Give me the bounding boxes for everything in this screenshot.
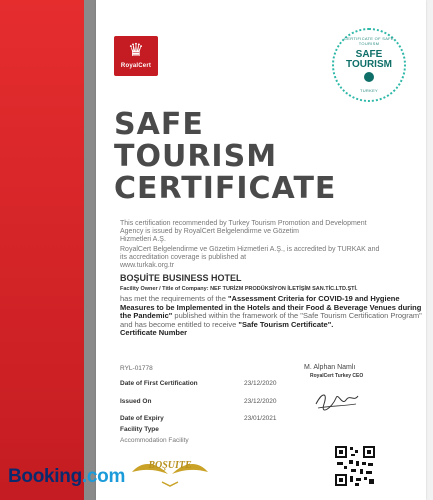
expiry-value: 23/01/2021	[244, 415, 277, 422]
req-text-2: published within the framework of the "Safe Tourism Certification Program" and has become entitled to receive	[120, 311, 422, 329]
requirements-text	[120, 295, 422, 338]
title-line-3: CERTIFICATE	[114, 171, 337, 206]
bosuite-logo	[128, 452, 212, 490]
cert-number: RYL-01778	[120, 365, 153, 372]
expiry-label: Date of Expiry	[120, 415, 164, 422]
title-line-2: TOURISM	[114, 139, 278, 174]
seal-emblem-icon	[364, 72, 374, 82]
booking-watermark-a: Booking	[8, 466, 82, 487]
facility-type-value: Accommodation Facility	[120, 437, 189, 444]
royalcert-logo-text: RoyalCert	[120, 63, 152, 69]
accreditation-line-2: its accreditation coverage is published at	[120, 254, 247, 261]
owner-label: Facility Owner / Title of Company:	[120, 286, 209, 292]
ceo-title: RoyalCert Turkey CEO	[310, 373, 364, 379]
title-line-1: SAFE	[114, 107, 204, 142]
hotel-name: BOŞUİTE BUSINESS HOTEL	[120, 273, 242, 283]
qr-code	[334, 445, 376, 487]
cert-number-label: Certificate Number	[120, 328, 188, 337]
req-certificate: "Safe Tourism Certificate".	[238, 319, 334, 329]
owner-value: NEF TURİZM PRODÜKSİYON İLETİŞİM SAN.TİC.LTD.ŞTİ.	[210, 286, 358, 292]
facility-type-label: Facility Type	[120, 426, 159, 433]
bosuite-logo-text: BOŞUITE	[148, 460, 192, 471]
royalcert-logo	[114, 36, 158, 76]
intro-line-2: Agency is issued by RoyalCert Belgelendirme ve Gözetim	[120, 228, 299, 235]
first-cert-label: Date of First Certification	[120, 380, 198, 387]
seal-top-text: CERTIFICATE OF SAFE TOURISM	[344, 36, 394, 46]
seal-bottom-text: TURKEY	[359, 88, 379, 93]
req-criteria: "Assessment Criteria for COVID-19 and Hygiene Measures to be Implemented in the Hotels and their Food & Beverage Venues during the Pandemic"	[120, 294, 422, 320]
intro-line-3: Hizmetleri A.Ş.	[120, 236, 166, 243]
accreditation-line-3: www.turkak.org.tr	[120, 262, 175, 269]
issued-on-label: Issued On	[120, 398, 152, 405]
req-text-1: has met the requirements of the	[120, 294, 228, 303]
crown-icon: ♛	[127, 40, 145, 60]
facility-owner	[120, 286, 358, 292]
seal-title-line1: SAFE	[355, 49, 383, 60]
ceo-name: M. Alphan Namlı	[304, 364, 356, 371]
seal-title-line2: TOURISM	[346, 59, 392, 70]
ceo-signature	[312, 386, 362, 412]
safe-tourism-seal	[332, 28, 406, 102]
grey-side-band	[84, 0, 96, 500]
first-cert-value: 23/12/2020	[244, 380, 277, 387]
red-side-band	[0, 0, 84, 500]
accreditation-line-1: RoyalCert Belgelendirme ve Gözetim Hizmetleri A.Ş., is accredited by TURKAK and	[120, 246, 380, 253]
booking-watermark	[8, 466, 125, 488]
intro-line-1: This certification recommended by Turkey Tourism Promotion and Development	[120, 220, 367, 227]
issued-on-value: 23/12/2020	[244, 398, 277, 405]
booking-watermark-b: .com	[81, 466, 126, 487]
